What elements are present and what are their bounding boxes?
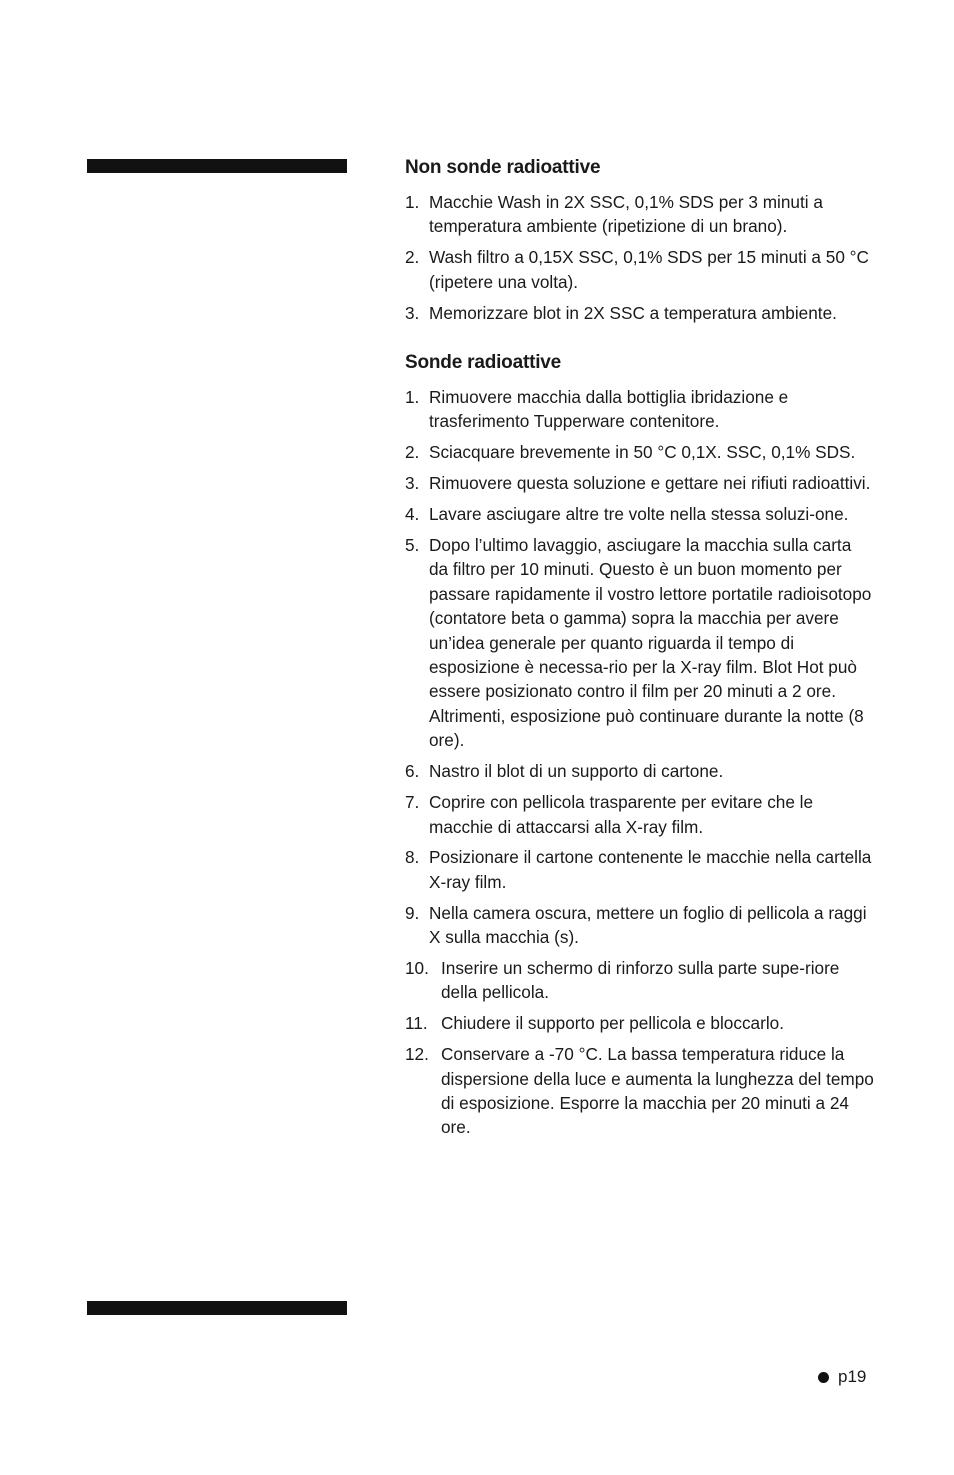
- list-item: [405, 845, 875, 894]
- step-text: Rimuovere questa soluzione e gettare nei rifiuti radioattivi.: [429, 473, 871, 494]
- step-text: Nastro il blot di un supporto di cartone.: [429, 761, 724, 782]
- step-number: 11.: [405, 1013, 428, 1034]
- step-text: Chiudere il supporto per pellicola e bloccarlo.: [441, 1013, 784, 1034]
- step-text: Coprire con pellicola trasparente per evitare che le macchie di attaccarsi alla X-ray film.: [429, 792, 814, 837]
- step-number: 1.: [405, 387, 420, 407]
- page-number: p19: [838, 1367, 867, 1386]
- section-radioactive-probes: [405, 351, 875, 1146]
- section-heading: Non sonde radioattive: [405, 157, 601, 178]
- step-number: 2.: [405, 247, 420, 268]
- list-item: [405, 790, 875, 839]
- step-text: Rimuovere macchia dalla bottiglia ibridazione e trasferimento Tupperware contenitore.: [429, 387, 789, 432]
- step-number: 6.: [405, 761, 420, 782]
- step-text: Lavare asciugare altre tre volte nella stessa soluzi-one.: [429, 504, 849, 525]
- list-item: [405, 385, 875, 434]
- step-text: Dopo l’ultimo lavaggio, asciugare la macchia sulla carta da filtro per 10 minuti. Questo è un buon momento per passare rapidamente il vostro lettore portatile radioisotopo (contatore beta o gamma) sopra la macchia per avere un’idea generale per quanto riguarda il tempo di esposizione è necessa-rio per la X-ray film. Blot Hot può essere posizionato contro il film per 20 minuti a 2 ore. Altrimenti, esposizione può continuare durante la notte (8 ore).: [429, 535, 872, 751]
- step-text: Conservare a -70 °C. La bassa temperatura riduce la dispersione della luce e aumenta la lunghezza del tempo di esposizione. Esporre la macchia per 20 minuti a 24 ore.: [441, 1044, 874, 1138]
- step-text: Posizionare il cartone contenente le macchie nella cartella X-ray film.: [429, 847, 872, 892]
- step-number: 8.: [405, 847, 420, 868]
- list-item: [405, 759, 875, 783]
- list-item: [405, 956, 875, 1005]
- step-number: 9.: [405, 902, 420, 923]
- list-item: [405, 1042, 875, 1140]
- list-item: [405, 1011, 875, 1035]
- top-divider-bar: [87, 159, 347, 173]
- step-number: 10.: [405, 958, 429, 979]
- page-footer: [818, 1367, 866, 1387]
- step-number: 5.: [405, 535, 420, 556]
- list-item: [405, 901, 875, 950]
- step-text: Nella camera oscura, mettere un foglio di pellicola a raggi X sulla macchia (s).: [429, 902, 867, 948]
- step-number: 3.: [405, 302, 420, 323]
- steps-list: [405, 190, 875, 325]
- step-number: 7.: [405, 792, 420, 813]
- section-heading: Sonde radioattive: [405, 352, 562, 373]
- step-number: 1.: [405, 192, 420, 212]
- list-item: [405, 471, 875, 495]
- step-text: Wash filtro a 0,15X SSC, 0,1% SDS per 15 minuti a 50 °C (ripetere una volta).: [429, 247, 869, 292]
- list-item: [405, 190, 875, 239]
- step-text: Inserire un schermo di rinforzo sulla parte supe-riore della pellicola.: [441, 958, 840, 1003]
- step-number: 4.: [405, 504, 420, 525]
- section-non-radioactive-probes: [405, 156, 875, 332]
- step-number: 3.: [405, 473, 420, 494]
- step-number: 12.: [405, 1044, 429, 1065]
- step-text: Sciacquare brevemente in 50 °C 0,1X. SSC, 0,1% SDS.: [429, 442, 856, 463]
- list-item: [405, 440, 875, 464]
- bullet-icon: [818, 1372, 829, 1383]
- list-item: [405, 533, 875, 753]
- list-item: [405, 502, 875, 526]
- steps-list: [405, 385, 875, 1140]
- list-item: [405, 245, 875, 294]
- step-text: Memorizzare blot in 2X SSC a temperatura ambiente.: [429, 302, 837, 323]
- step-text: Macchie Wash in 2X SSC, 0,1% SDS per 3 minuti a temperatura ambiente (ripetizione di un brano).: [429, 192, 823, 237]
- step-number: 2.: [405, 442, 420, 463]
- bottom-divider-bar: [87, 1301, 347, 1315]
- list-item: [405, 301, 875, 325]
